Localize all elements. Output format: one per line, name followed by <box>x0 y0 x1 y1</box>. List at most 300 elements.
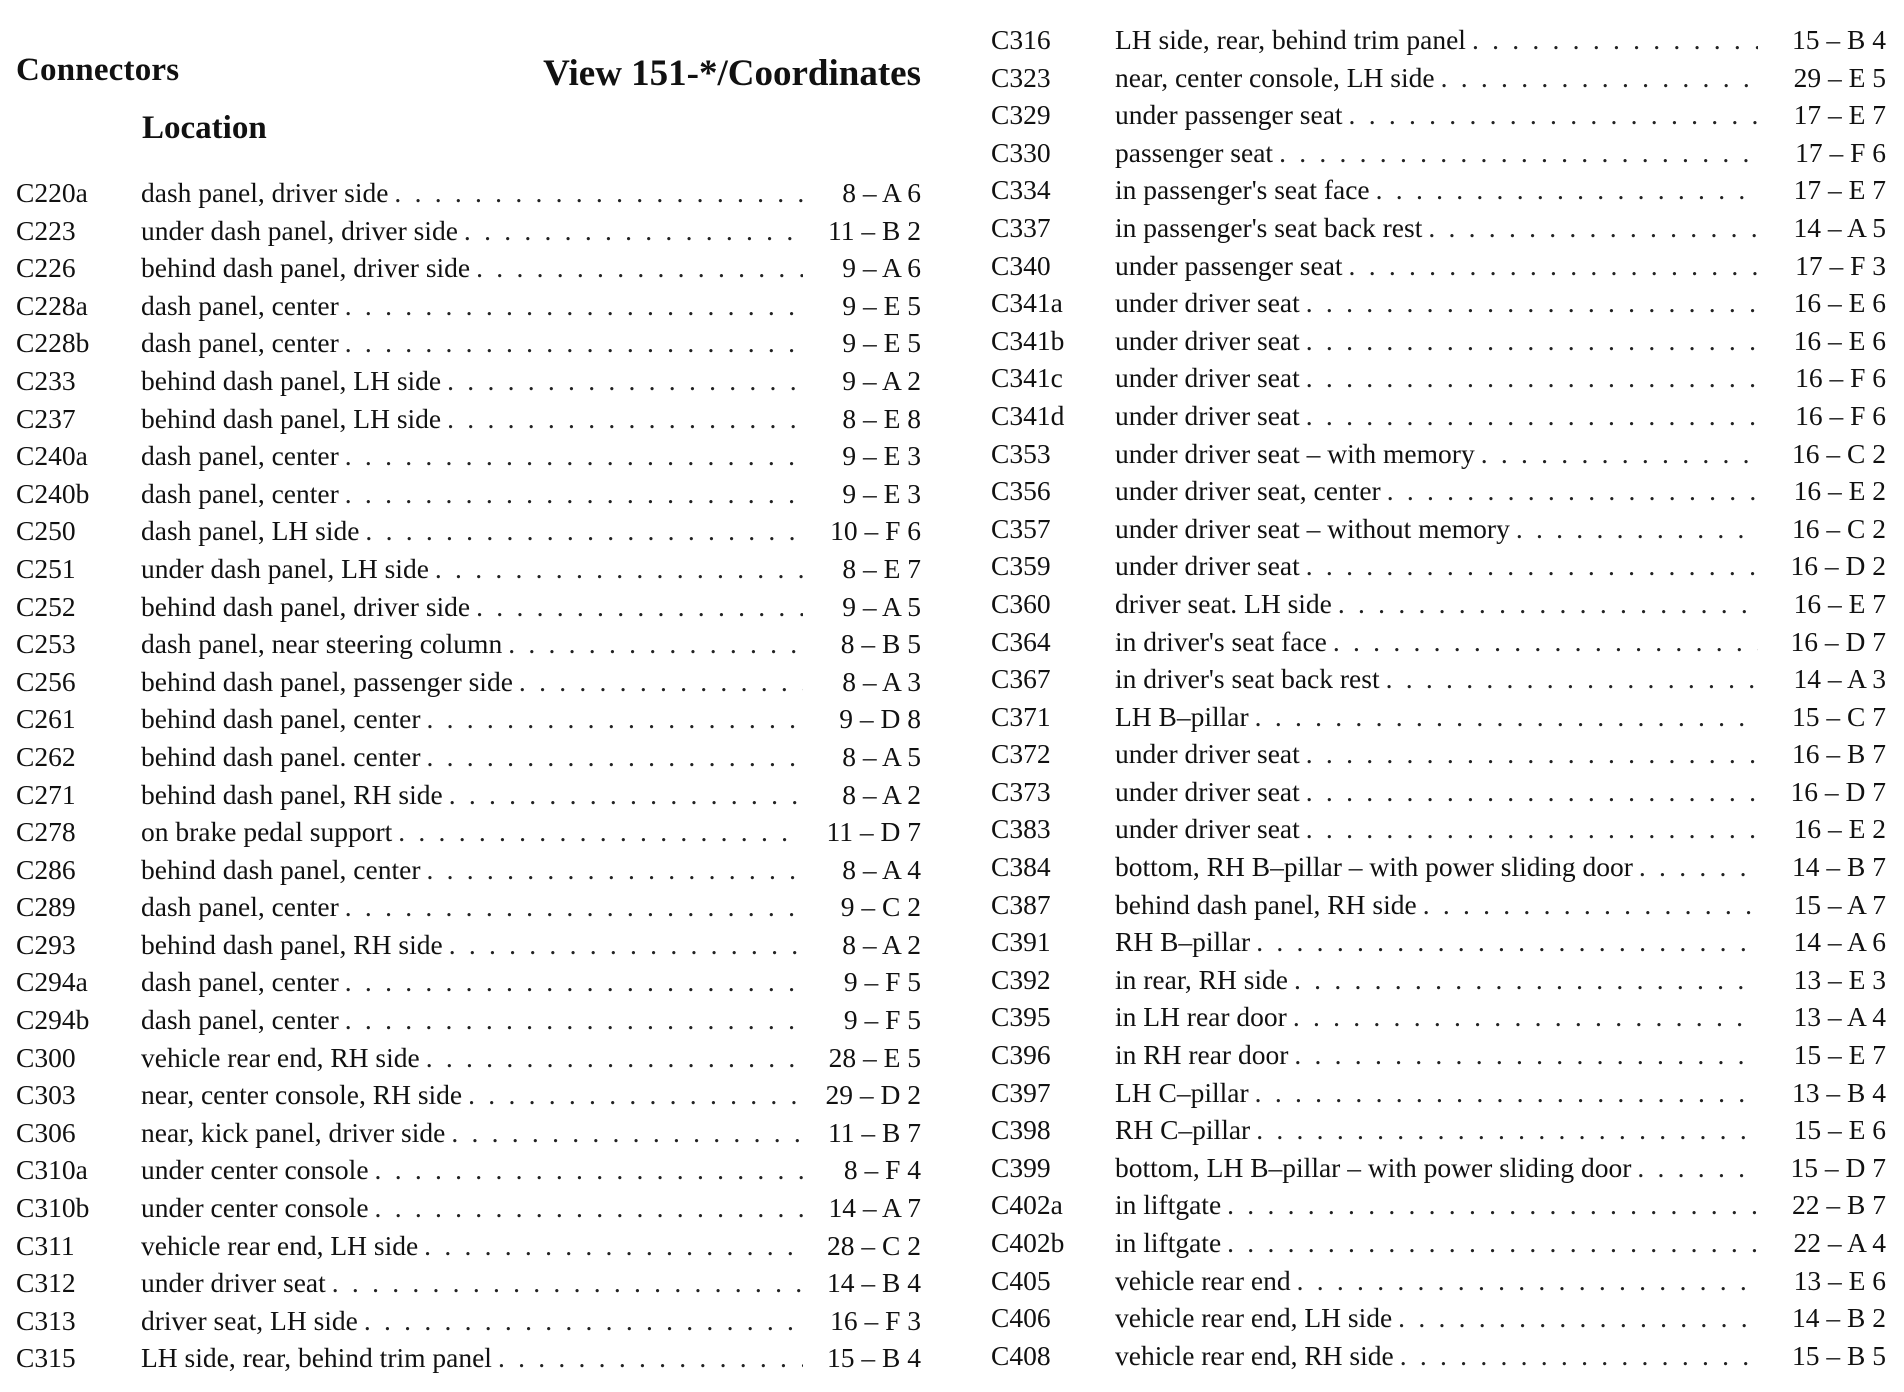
connector-location-cell <box>1115 1299 1758 1337</box>
connector-code: C293 <box>16 928 76 960</box>
connector-location-cell <box>1115 134 1758 172</box>
connector-coordinate: 9 – E 3 <box>842 440 921 472</box>
connector-row <box>16 1302 921 1340</box>
connector-row <box>991 735 1886 773</box>
connector-location-cell <box>141 362 803 400</box>
dot-leader <box>1294 1036 1758 1074</box>
dot-leader <box>1306 397 1758 435</box>
connector-row <box>16 738 921 776</box>
connector-row <box>16 1339 921 1377</box>
connector-location-cell <box>1115 1337 1758 1375</box>
connector-code: C312 <box>16 1267 76 1299</box>
dot-leader <box>1306 773 1758 811</box>
connector-row <box>16 1001 921 1039</box>
connector-location-cell <box>1115 435 1758 473</box>
connector-location: LH side, rear, behind trim panel <box>141 1342 492 1374</box>
connector-row <box>991 848 1886 886</box>
connector-row <box>16 249 921 287</box>
dot-leader <box>519 663 803 701</box>
connector-location: under passenger seat <box>1115 99 1343 131</box>
connector-code: C372 <box>991 738 1051 770</box>
connector-location-cell <box>1115 585 1758 623</box>
dot-leader <box>1255 698 1758 736</box>
connector-coordinate: 10 – F 6 <box>830 515 921 547</box>
dot-leader <box>345 287 803 325</box>
connector-coordinate: 16 – B 7 <box>1792 738 1886 770</box>
connector-code: C256 <box>16 665 76 697</box>
dot-leader <box>447 400 803 438</box>
connector-location: in passenger's seat face <box>1115 174 1370 206</box>
connector-coordinate: 11 – B 2 <box>828 214 921 246</box>
connector-coordinate: 16 – E 6 <box>1793 287 1886 319</box>
connector-location: LH B–pillar <box>1115 700 1249 732</box>
dot-leader <box>345 475 803 513</box>
connector-location-cell <box>141 738 803 776</box>
connector-location: dash panel, LH side <box>141 515 360 547</box>
connector-row <box>991 1036 1886 1074</box>
connector-code: C402b <box>991 1227 1065 1258</box>
connector-location-cell <box>141 550 803 588</box>
connector-row <box>16 512 921 550</box>
connector-code: C364 <box>991 625 1051 657</box>
connector-row <box>16 400 921 438</box>
connector-location-cell <box>1115 322 1758 360</box>
connector-code: C278 <box>16 816 76 848</box>
connector-location: in liftgate <box>1115 1227 1222 1258</box>
connector-location: under driver seat <box>1115 399 1300 431</box>
dot-leader <box>345 324 803 362</box>
dot-leader <box>426 700 803 738</box>
connector-code: C397 <box>991 1076 1051 1108</box>
dot-leader <box>365 512 803 550</box>
dot-leader <box>1376 171 1758 209</box>
connector-location: under dash panel, driver side <box>141 214 458 246</box>
connector-location: behind dash panel, RH side <box>1115 888 1417 920</box>
connector-coordinate: 9 – E 5 <box>842 289 921 321</box>
connector-coordinate: 15 – B 4 <box>827 1342 921 1374</box>
dot-leader <box>1398 1299 1758 1337</box>
connector-row <box>991 96 1886 134</box>
connector-row <box>991 322 1886 360</box>
connector-code: C398 <box>991 1114 1051 1146</box>
connector-location: under driver seat <box>141 1267 326 1299</box>
connector-code: C303 <box>16 1079 76 1111</box>
connector-coordinate: 14 – B 2 <box>1792 1302 1886 1334</box>
connector-location: behind dash panel, driver side <box>141 590 471 622</box>
dot-leader <box>1472 21 1758 59</box>
connector-code: C402a <box>991 1189 1063 1221</box>
connector-location: under driver seat – with memory <box>1115 437 1475 469</box>
connector-code: C316 <box>991 24 1051 55</box>
connector-coordinate: 13 – E 3 <box>1793 963 1886 995</box>
connector-coordinate: 22 – A 4 <box>1793 1227 1886 1258</box>
connector-code: C294b <box>16 1004 90 1036</box>
connector-coordinate: 16 – D 2 <box>1790 550 1886 582</box>
connector-location: vehicle rear end, RH side <box>141 1041 420 1073</box>
connector-row <box>16 287 921 325</box>
connector-code: C311 <box>16 1229 75 1261</box>
connector-coordinate: 9 – A 6 <box>842 252 921 284</box>
dot-leader <box>1400 1337 1758 1375</box>
connector-coordinate: 14 – A 6 <box>1793 926 1886 958</box>
connector-row <box>991 773 1886 811</box>
connector-location: driver seat. LH side <box>1115 587 1332 619</box>
connector-code: C383 <box>991 813 1051 845</box>
dot-leader <box>1637 1149 1758 1187</box>
connector-location-cell <box>1115 59 1758 97</box>
connector-location: behind dash panel, LH side <box>141 402 442 434</box>
connector-location-cell <box>141 776 803 814</box>
connector-coordinate: 11 – B 7 <box>828 1116 921 1148</box>
connector-row <box>991 435 1886 473</box>
connector-coordinate: 8 – E 8 <box>842 402 921 434</box>
connector-code: C306 <box>16 1116 76 1148</box>
connector-row <box>991 171 1886 209</box>
connector-location: behind dash panel, center <box>141 853 421 885</box>
connector-location: on brake pedal support <box>141 816 393 848</box>
connector-coordinate: 29 – E 5 <box>1793 61 1886 93</box>
connector-location-cell <box>141 1076 803 1114</box>
connector-coordinate: 16 – E 2 <box>1793 813 1886 845</box>
dot-leader <box>375 1151 803 1189</box>
connector-coordinate: 8 – A 5 <box>842 740 921 772</box>
connector-row <box>16 475 921 513</box>
connector-row <box>991 1262 1886 1300</box>
connector-code: C323 <box>991 61 1051 93</box>
connector-code: C300 <box>16 1041 76 1073</box>
connector-coordinate: 16 – E 6 <box>1793 324 1886 356</box>
connector-location-cell <box>141 1339 803 1377</box>
connector-coordinate: 16 – F 6 <box>1795 399 1886 431</box>
connector-location: dash panel, center <box>141 440 339 472</box>
connector-row <box>991 472 1886 510</box>
dot-leader <box>398 813 803 851</box>
connector-location-cell <box>141 663 803 701</box>
connector-location: under dash panel, LH side <box>141 552 429 584</box>
connector-location-cell <box>141 1227 803 1265</box>
right-connector-list <box>991 21 1886 1374</box>
connector-coordinate: 28 – E 5 <box>828 1041 921 1073</box>
connector-row <box>991 1299 1886 1337</box>
connector-code: C396 <box>991 1039 1051 1071</box>
connector-location-cell <box>1115 209 1758 247</box>
connector-row <box>16 1151 921 1189</box>
connector-location-cell <box>141 512 803 550</box>
connector-location: under driver seat <box>1115 738 1300 770</box>
connector-coordinate: 16 – D 7 <box>1790 625 1886 657</box>
connector-coordinate: 17 – E 7 <box>1793 99 1886 131</box>
connector-row <box>16 1227 921 1265</box>
connector-code: C315 <box>16 1342 76 1374</box>
connector-row <box>16 888 921 926</box>
connector-code: C357 <box>991 512 1051 544</box>
dot-leader <box>476 588 803 626</box>
dot-leader <box>1349 96 1758 134</box>
connector-row <box>16 437 921 475</box>
connector-code: C237 <box>16 402 76 434</box>
connector-code: C310b <box>16 1192 90 1224</box>
dot-leader <box>435 550 803 588</box>
connector-location: under driver seat, center <box>1115 475 1381 507</box>
connector-row <box>991 1337 1886 1375</box>
connector-code: C253 <box>16 628 76 660</box>
connector-coordinate: 13 – E 6 <box>1793 1264 1886 1296</box>
connector-location: in driver's seat face <box>1115 625 1327 657</box>
connector-location-cell <box>1115 660 1758 698</box>
connector-coordinate: 8 – F 4 <box>843 1154 921 1186</box>
connector-row <box>991 585 1886 623</box>
connector-row <box>991 810 1886 848</box>
dot-leader <box>498 1339 803 1377</box>
connector-row <box>991 1224 1886 1262</box>
dot-leader <box>1423 886 1758 924</box>
connector-location: under center console <box>141 1154 369 1186</box>
dot-leader <box>449 926 803 964</box>
connector-location: bottom, LH B–pillar – with power sliding door <box>1115 1151 1632 1183</box>
connector-row <box>16 926 921 964</box>
connector-row <box>991 247 1886 285</box>
connector-code: C289 <box>16 891 76 923</box>
connector-code: C367 <box>991 663 1051 695</box>
connector-code: C252 <box>16 590 76 622</box>
connector-row <box>16 625 921 663</box>
dot-leader <box>464 212 803 250</box>
dot-leader <box>1227 1224 1758 1262</box>
left-connector-list <box>16 174 921 1377</box>
dot-leader <box>424 1227 803 1265</box>
connector-coordinate: 8 – A 6 <box>842 177 921 208</box>
connector-location: dash panel, near steering column <box>141 628 503 660</box>
connector-coordinate: 9 – C 2 <box>840 891 921 923</box>
dot-leader <box>345 1001 803 1039</box>
connector-code: C250 <box>16 515 76 547</box>
connector-location-cell <box>1115 886 1758 924</box>
connector-coordinate: 9 – A 5 <box>842 590 921 622</box>
connector-location-cell <box>1115 472 1758 510</box>
connector-coordinate: 8 – A 2 <box>842 778 921 810</box>
connector-location-cell <box>1115 1149 1758 1187</box>
connector-code: C240b <box>16 477 90 509</box>
connector-location: dash panel, center <box>141 289 339 321</box>
connector-location-cell <box>1115 397 1758 435</box>
connector-location-cell <box>141 400 803 438</box>
connector-code: C334 <box>991 174 1051 206</box>
connector-code: C371 <box>991 700 1051 732</box>
connector-location: near, kick panel, driver side <box>141 1116 446 1148</box>
connector-row <box>991 359 1886 397</box>
dot-leader <box>1306 322 1758 360</box>
connector-row <box>991 886 1886 924</box>
connector-coordinate: 14 – A 7 <box>828 1192 921 1224</box>
connector-location: under driver seat – without memory <box>1115 512 1510 544</box>
connector-coordinate: 8 – A 4 <box>842 853 921 885</box>
connector-location: under driver seat <box>1115 775 1300 807</box>
connector-coordinate: 16 – E 2 <box>1793 475 1886 507</box>
dot-leader <box>426 1039 803 1077</box>
connector-code: C340 <box>991 249 1051 281</box>
connector-location: passenger seat <box>1115 136 1274 168</box>
dot-leader <box>1639 848 1758 886</box>
connector-location: in rear, RH side <box>1115 963 1289 995</box>
connector-row <box>16 1189 921 1227</box>
connector-location-cell <box>141 475 803 513</box>
connector-location: under driver seat <box>1115 324 1300 356</box>
connector-location-cell <box>141 437 803 475</box>
connector-location: under driver seat <box>1115 813 1300 845</box>
connector-code: C251 <box>16 552 76 584</box>
connector-location: dash panel, center <box>141 477 339 509</box>
connector-location: RH C–pillar <box>1115 1114 1251 1146</box>
connector-location-cell <box>1115 998 1758 1036</box>
connector-coordinate: 16 – F 3 <box>830 1304 921 1336</box>
dot-leader <box>345 437 803 475</box>
connector-code: C391 <box>991 926 1051 958</box>
connector-row <box>991 510 1886 548</box>
connector-row <box>16 324 921 362</box>
connector-coordinate: 8 – E 7 <box>842 552 921 584</box>
connector-location: dash panel, center <box>141 966 339 998</box>
connector-coordinate: 8 – A 2 <box>842 928 921 960</box>
dot-leader <box>426 738 803 776</box>
connector-location-cell <box>1115 359 1758 397</box>
connector-location: behind dash panel, LH side <box>141 364 442 396</box>
connector-row <box>16 174 921 212</box>
dot-leader <box>1349 247 1758 285</box>
dot-leader <box>345 963 803 1001</box>
connector-code: C341d <box>991 399 1065 431</box>
connector-code: C223 <box>16 214 76 246</box>
connectors-heading: Connectors <box>16 52 180 88</box>
connector-coordinate: 14 – A 3 <box>1793 663 1886 695</box>
connector-coordinate: 15 – A 7 <box>1793 888 1886 920</box>
connector-code: C384 <box>991 851 1051 883</box>
dot-leader <box>1387 472 1758 510</box>
connector-location-cell <box>1115 961 1758 999</box>
connector-coordinate: 17 – E 7 <box>1793 174 1886 206</box>
dot-leader <box>1227 1186 1758 1224</box>
connector-row <box>16 212 921 250</box>
connector-location-cell <box>1115 923 1758 961</box>
connector-location-cell <box>141 249 803 287</box>
connector-row <box>991 1149 1886 1187</box>
connector-code: C341b <box>991 324 1065 356</box>
connector-coordinate: 9 – F 5 <box>843 1004 921 1036</box>
connector-location: in passenger's seat back rest <box>1115 211 1423 243</box>
connector-location-cell <box>141 963 803 1001</box>
dot-leader <box>449 776 803 814</box>
connector-row <box>16 588 921 626</box>
connector-location-cell <box>141 700 803 738</box>
connector-coordinate: 28 – C 2 <box>827 1229 921 1261</box>
connector-location-cell <box>141 588 803 626</box>
connector-location: RH B–pillar <box>1115 926 1251 958</box>
connector-location-cell <box>1115 735 1758 773</box>
connector-row <box>16 362 921 400</box>
connector-coordinate: 16 – C 2 <box>1792 437 1886 469</box>
dot-leader <box>476 249 803 287</box>
connector-location-cell <box>141 625 803 663</box>
connector-location: bottom, RH B–pillar – with power sliding door <box>1115 851 1633 883</box>
connector-code: C406 <box>991 1302 1051 1334</box>
connector-code: C337 <box>991 211 1051 243</box>
location-heading: Location <box>142 110 267 146</box>
connector-location: under driver seat <box>1115 362 1300 394</box>
connector-coordinate: 17 – F 3 <box>1795 249 1886 281</box>
connector-code: C387 <box>991 888 1051 920</box>
connector-location: in LH rear door <box>1115 1001 1287 1033</box>
connector-location-cell <box>1115 547 1758 585</box>
connector-code: C271 <box>16 778 76 810</box>
connector-row <box>991 21 1886 59</box>
dot-leader <box>1294 961 1758 999</box>
dot-leader <box>394 174 803 212</box>
connector-coordinate: 16 – F 6 <box>1795 362 1886 394</box>
connector-code: C228a <box>16 289 88 321</box>
connector-location-cell <box>1115 1262 1758 1300</box>
connector-coordinate: 15 – B 4 <box>1792 24 1886 55</box>
connector-location: in driver's seat back rest <box>1115 663 1380 695</box>
connector-location: behind dash panel, driver side <box>141 252 471 284</box>
connector-location: under center console <box>141 1192 369 1224</box>
connector-location-cell <box>1115 1224 1758 1262</box>
connector-location-cell <box>1115 510 1758 548</box>
connector-location-cell <box>141 813 803 851</box>
connector-code: C261 <box>16 703 76 735</box>
connector-location: vehicle rear end, LH side <box>141 1229 419 1261</box>
connector-coordinate: 9 – E 5 <box>842 327 921 359</box>
connector-code: C330 <box>991 136 1051 168</box>
connector-row <box>16 700 921 738</box>
connector-code: C399 <box>991 1151 1051 1183</box>
connector-row <box>991 923 1886 961</box>
connector-row <box>991 209 1886 247</box>
connector-code: C356 <box>991 475 1051 507</box>
connector-code: C373 <box>991 775 1051 807</box>
connector-coordinate: 9 – E 3 <box>842 477 921 509</box>
connector-location-cell <box>1115 21 1758 59</box>
connector-location: driver seat, LH side <box>141 1304 358 1336</box>
connector-location-cell <box>141 1001 803 1039</box>
connector-location: dash panel, center <box>141 891 339 923</box>
dot-leader <box>1428 209 1758 247</box>
connector-code: C360 <box>991 587 1051 619</box>
connector-location: behind dash panel. center <box>141 740 421 772</box>
dot-leader <box>1297 1262 1758 1300</box>
connector-row <box>16 663 921 701</box>
connector-code: C228b <box>16 327 90 359</box>
connector-location: LH side, rear, behind trim panel <box>1115 24 1466 55</box>
connector-location-cell <box>141 1189 803 1227</box>
connector-location-cell <box>141 212 803 250</box>
connector-location-cell <box>141 851 803 889</box>
connector-code: C310a <box>16 1154 88 1186</box>
view-coordinates-heading: View 151-*/Coordinates <box>543 53 921 94</box>
dot-leader <box>1256 1111 1758 1149</box>
connector-coordinate: 8 – A 3 <box>842 665 921 697</box>
connector-location: under driver seat <box>1115 287 1300 319</box>
connector-location: near, center console, RH side <box>141 1079 463 1111</box>
connector-row <box>991 998 1886 1036</box>
connector-coordinate: 9 – F 5 <box>843 966 921 998</box>
connector-code: C313 <box>16 1304 76 1336</box>
connector-location: behind dash panel, passenger side <box>141 665 513 697</box>
connector-code: C353 <box>991 437 1051 469</box>
connector-location-cell <box>1115 623 1758 661</box>
connector-coordinate: 15 – D 7 <box>1790 1151 1886 1183</box>
connector-coordinate: 8 – B 5 <box>840 628 921 660</box>
connector-location-cell <box>1115 1074 1758 1112</box>
connector-code: C341a <box>991 287 1063 319</box>
